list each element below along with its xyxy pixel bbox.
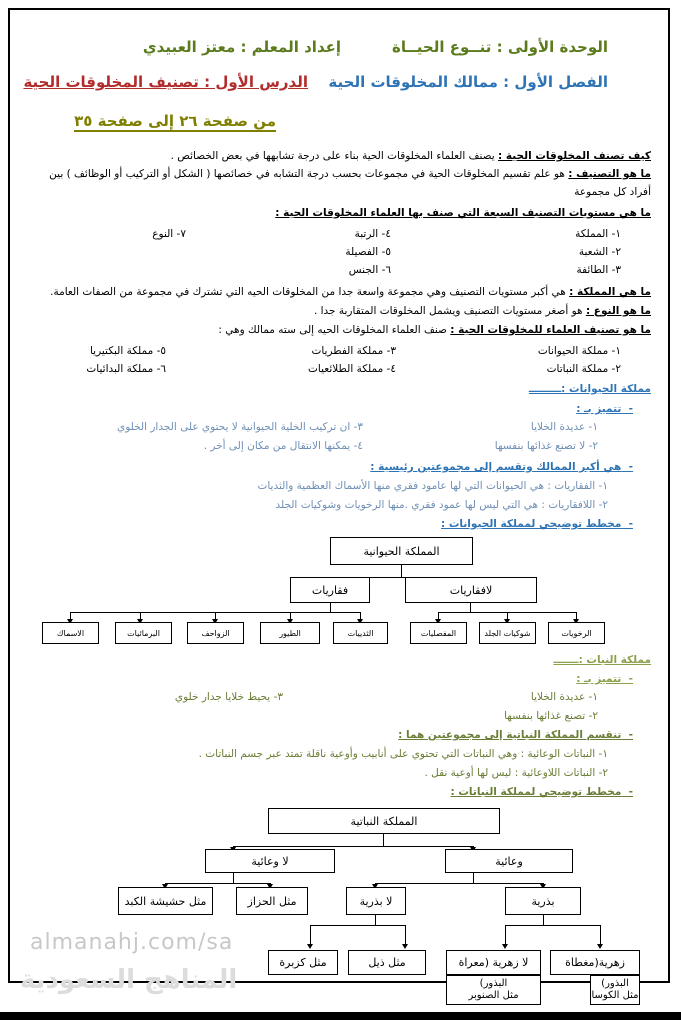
tree-arrow [215, 612, 216, 620]
animals-diagram-title: - مخطط توضيحي لمملكة الحيوانات : [441, 518, 633, 530]
level-4: ٤- الرتبة [354, 228, 391, 240]
animal-tree-invertebrates: لافقاريات [405, 577, 537, 603]
level-7: ٧- النوع [152, 228, 186, 240]
bottom-bar [0, 1012, 681, 1020]
tree-arrow [233, 846, 234, 848]
tree-arrow [576, 612, 577, 620]
animal-tree-amphibians: البرمائيات [115, 622, 172, 644]
plants-diagram-title: - مخطط توضيحي لمملكة النباتات : [450, 786, 633, 798]
animal-feature-3: ٣- ان تركيب الخلية الحيوانية لا يحتوي على الجدار الخلوي [117, 421, 363, 433]
question-how-classify: كيف تصنف المخلوقات الحية : [498, 150, 651, 162]
answer-kingdom: هي أكبر مستويات التصنيف وهي مجموعة واسعة جدا من المخلوقات الحيه التي تشترك في مجموعة من الصفات العامة. [50, 286, 570, 298]
page-range: من صفحة ٢٦ إلى صفحة ٣٥ [74, 112, 276, 130]
intro-line-species [314, 305, 651, 317]
plant-tree-zucchini-box [590, 975, 640, 1005]
plant-tree-gymnosperm: لا زهرية (معراة [446, 950, 541, 975]
kingdom-2: ٢- مملكة النباتات [546, 363, 621, 375]
tree-connector [470, 603, 471, 612]
tree-connector [473, 873, 474, 883]
kingdom-6: ٦- مملكة البدائيات [86, 363, 166, 375]
tree-arrow [438, 612, 439, 620]
tree-connector [233, 846, 473, 847]
question-what-classification: ما هو التصنيف : [568, 168, 651, 180]
plant-tree-vascular: وعائية [445, 849, 573, 873]
plant-feature-3: ٣- يحيط خلايا جدار خلوي [174, 691, 283, 703]
plant-tree-pine-box [446, 975, 541, 1005]
answer-what-classification-cont: أفراد كل مجموعة [574, 186, 651, 198]
animal-feature-2: ٢- لا تصنع غذائها بنفسها [494, 440, 598, 452]
plant-tree-pine: مثل الصنوبر [468, 990, 519, 1001]
plant-feature-2: ٢- تصنع غذائها بنفسها [504, 710, 598, 722]
watermark-url: almanahj.com/sa [30, 930, 234, 955]
watermark-logo-text: المناهج السعودية [20, 965, 238, 995]
tree-connector [505, 925, 600, 926]
tree-arrow [375, 883, 376, 885]
tree-arrow [70, 612, 71, 620]
tree-connector [165, 883, 270, 884]
intro-line-1 [171, 150, 651, 162]
level-3: ٣- الطائفة [576, 264, 621, 276]
plant-tree-root: المملكة النباتية [268, 808, 500, 834]
level-1: ١- المملكة [575, 228, 621, 240]
tree-arrow [405, 925, 406, 945]
tree-arrow [140, 612, 141, 620]
tree-arrow [310, 925, 311, 945]
animal-feature-1: ١- عديدة الخلايا [530, 421, 598, 433]
plant-group-1: ١- النباتات الوعائية : وهي النباتات التي تحتوي على أنابيب وأوعية ناقلة تمتد عبر جسم النباتات . [198, 748, 608, 760]
plant-tree-seedless: لا بذرية [346, 887, 406, 915]
kingdom-5: ٥- مملكة البكتيريا [89, 345, 166, 357]
plant-tree-seeds-tail-2: البذور) [601, 978, 629, 989]
question-levels: ما هي مستويات التصنيف السبعة التي صنف بها العلماء المخلوقات الحية : [275, 207, 651, 219]
tree-connector [543, 915, 544, 925]
animal-tree-fish: الاسماك [42, 622, 99, 644]
plant-tree-fern-tail: مثل ذيل [348, 950, 426, 975]
plant-tree-fern-coriander: مثل كزبرة [268, 950, 338, 975]
plant-feature-1: ١- عديدة الخلايا [530, 691, 598, 703]
tree-arrow [270, 883, 271, 885]
tree-arrow [473, 846, 474, 848]
unit-title: الوحدة الأولى : تنــوع الحيــاة [392, 38, 608, 56]
plant-group-2: ٢- النباتات اللاوعائية : ليس لها أوعية نقل . [424, 767, 608, 779]
plant-tree-angiosperm: زهرية(مغطاة [550, 950, 640, 975]
tree-connector [233, 873, 234, 883]
plant-tree-liverwort: مثل حشيشة الكبد [118, 887, 213, 915]
tree-arrow [290, 612, 291, 620]
animal-group-2: ٢- اللافقاريات : هي التي ليس لها عمود فقري .منها الرخويات وشوكيات الجلد [275, 499, 608, 511]
animals-features-title: - تتميز بـ : [576, 403, 633, 415]
animal-tree-mollusks: الرخويات [548, 622, 605, 644]
tree-connector [383, 834, 384, 846]
plant-tree-nonvascular: لا وعائية [205, 849, 335, 873]
level-2: ٢- الشعبة [578, 246, 621, 258]
answer-six-kingdoms: صنف العلماء المخلوقات الحيه إلى سته ممالك وهي : [218, 324, 451, 336]
intro-line-2 [49, 168, 651, 180]
animal-feature-4: ٤- يمكنها الانتقال من مكان إلى أخر . [203, 440, 363, 452]
answer-species: هو أصغر مستويات التصنيف ويشمل المخلوقات المتقاربة جدا . [313, 305, 586, 317]
animals-groups-title: - هي أكبر الممالك وتقسم إلى مجموعتين رئيسية : [370, 461, 633, 473]
animal-tree-arthropods: المفصليات [410, 622, 467, 644]
plant-tree-seeded: بذرية [505, 887, 581, 915]
plant-tree-seeds-tail: البذور) [479, 978, 508, 989]
intro-line-six [218, 324, 651, 336]
kingdom-1: ١- مملكة الحيوانات [537, 345, 621, 357]
chapter-title: الفصل الأول : ممالك المخلوقات الحية [328, 73, 608, 91]
plants-groups-title: - تنقسم المملكة النباتية إلى مجموعتين هما : [398, 729, 633, 741]
tree-arrow [165, 883, 166, 885]
intro-line-kingdom [50, 286, 651, 298]
tree-connector [375, 883, 543, 884]
question-species: ما هو النوع : [585, 305, 651, 317]
animals-title: مملكة الحيوانات :ـــــــــ [528, 383, 651, 395]
kingdom-3: ٣- مملكة الفطريات [311, 345, 396, 357]
tree-connector [330, 603, 331, 612]
answer-how-classify: يصنف العلماء المخلوقات الحية بناء على درجة تشابهها في بعض الخصائص . [170, 150, 499, 162]
animal-group-1: ١- الفقاريات : هي الحيوانات التي لها عامود فقري منها الأسماك العظمية والثديات [257, 480, 608, 492]
question-kingdom: ما هي المملكة : [569, 286, 651, 298]
level-6: ٦- الجنس [348, 264, 391, 276]
tree-connector [401, 565, 402, 577]
tree-arrow [600, 925, 601, 945]
animal-tree-vertebrates: فقاريات [290, 577, 370, 603]
tree-arrow [505, 925, 506, 945]
plants-features-title: - تتميز بـ : [576, 673, 633, 685]
animal-tree-reptiles: الزواحف [187, 622, 244, 644]
tree-arrow [543, 883, 544, 885]
tree-connector [375, 915, 376, 925]
question-six-kingdoms: ما هو تصنيف العلماء للمخلوقات الحية : [450, 324, 651, 336]
plant-tree-zucchini: مثل الكوسا [591, 990, 639, 1001]
plant-tree-moss: مثل الحزاز [236, 887, 308, 915]
animal-tree-birds: الطيور [260, 622, 320, 644]
animal-tree-echinoderms: شوكيات الجلد [479, 622, 536, 644]
teacher-name: إعداد المعلم : معتز العبيدي [142, 38, 341, 56]
tree-connector [310, 925, 405, 926]
lesson-title: الدرس الأول : تصنيف المخلوقات الحية [23, 73, 308, 91]
animal-tree-root: المملكة الحيوانية [330, 537, 473, 565]
plants-title: مملكة النبات :ـــــــ [553, 654, 651, 666]
level-5: ٥- الفصيلة [345, 246, 391, 258]
answer-what-classification: هو علم تقسيم المخلوقات الحية في مجموعات بحسب درجة التشابه في خصائصها ( الشكل أو التركيب أو الوظائف ) بين [49, 168, 569, 180]
tree-arrow [360, 612, 361, 620]
animal-tree-mammals: الثدييات [333, 622, 388, 644]
kingdom-4: ٤- مملكة الطلائعيات [308, 363, 396, 375]
tree-arrow [507, 612, 508, 620]
